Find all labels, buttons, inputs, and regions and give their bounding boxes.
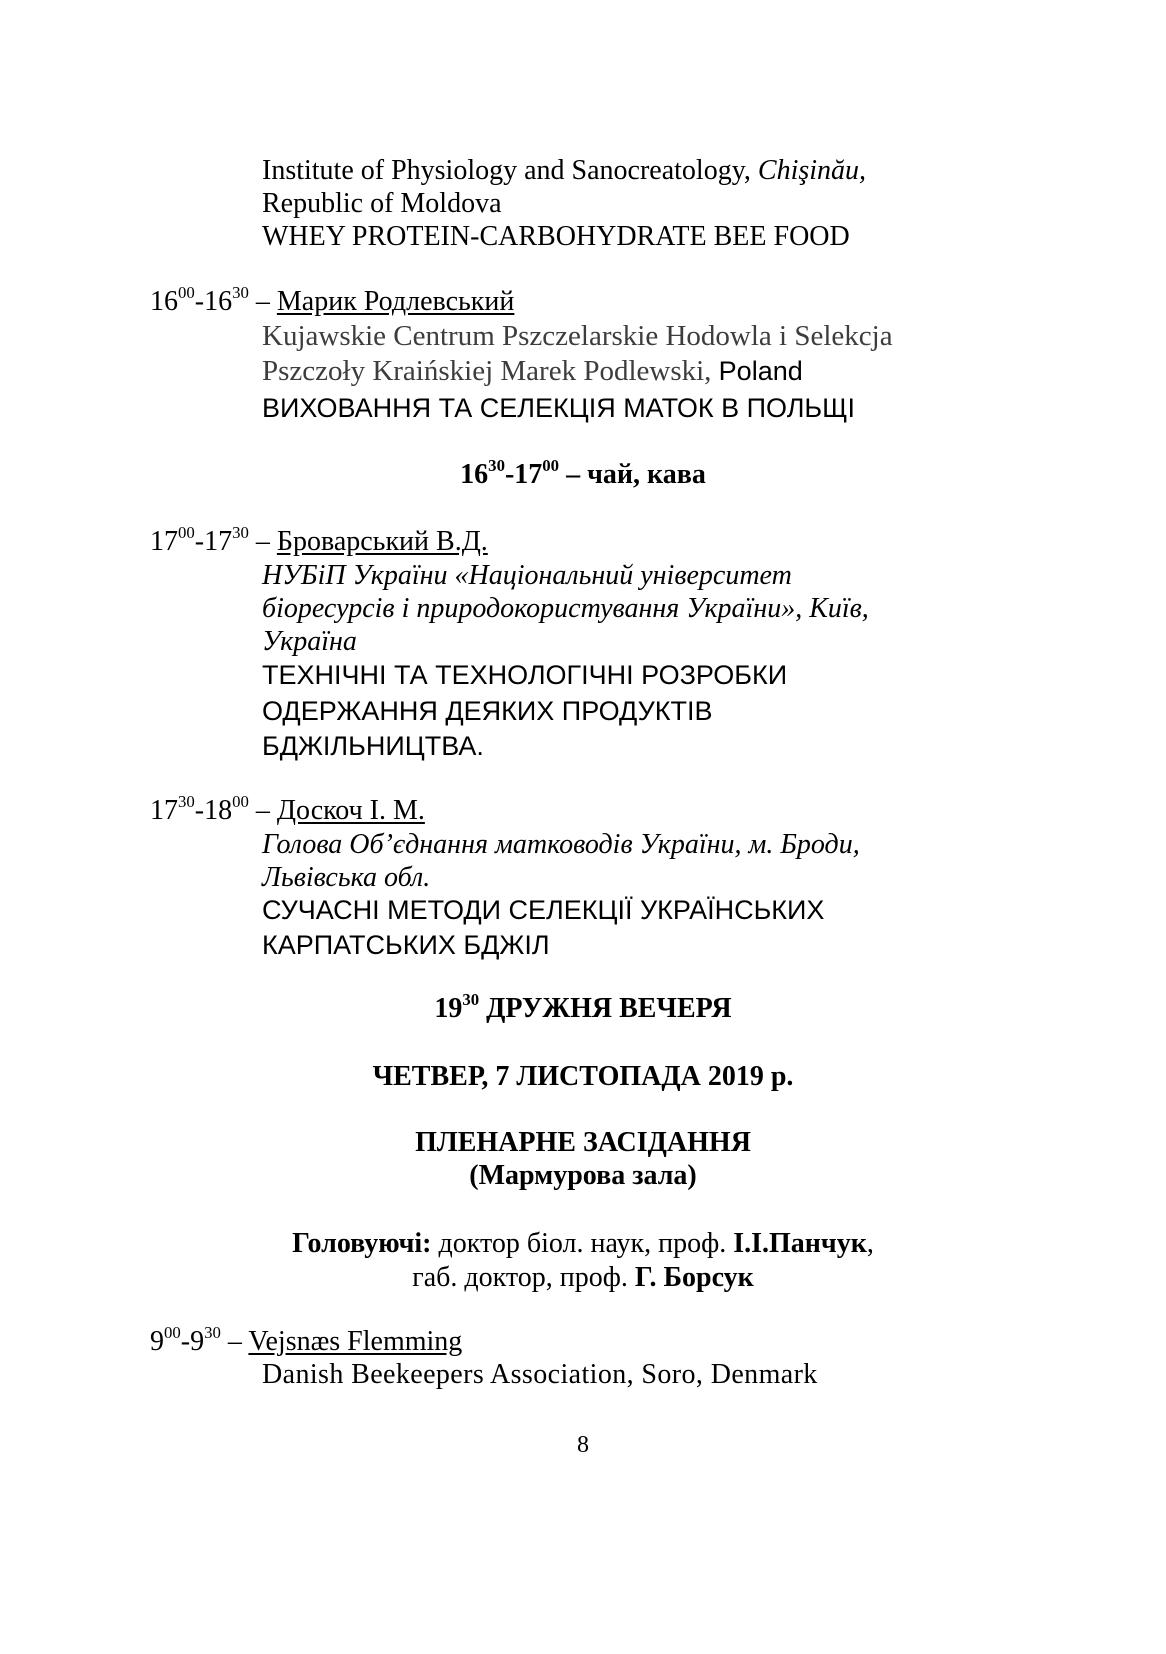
session2-title: ВИХОВАННЯ ТА СЕЛЕКЦІЯ МАТОК В ПОЛЬЩІ (262, 393, 855, 423)
session5-time-speaker: $9^{00}-9^{30}$ – Vejsnæs Flemming (150, 1323, 463, 1357)
session4-time-speaker: $17^{30}-18^{00}$ – Доскоч І. М. (150, 792, 425, 826)
session3-affiliation-line3: Україна (262, 626, 357, 657)
session4-affiliation-line2: Львівська обл. (262, 862, 431, 893)
session1-affiliation-line1: Institute of Physiology and Sanocreatology, Chişinău, (262, 155, 867, 186)
session2-speaker: Марик Родлевський (276, 286, 515, 317)
chairs-line1: Головуючі: доктор біол. наук, проф. І.І.Панчук, (292, 1228, 874, 1259)
session3-title-line1: ТЕХНІЧНІ ТА ТЕХНОЛОГІЧНІ РОЗРОБКИ (262, 660, 788, 690)
plenary-title: ПЛЕНАРНЕ ЗАСІДАННЯ (415, 1127, 751, 1158)
session1-title: WHEY PROTEIN-CARBOHYDRATE BEE FOOD (262, 221, 850, 252)
session2-time-speaker: $16^{00}-16^{30}$ – Марик Родлевський (150, 283, 515, 317)
day-heading: ЧЕТВЕР, 7 ЛИСТОПАДА 2019 р. (372, 1061, 794, 1092)
session5-affiliation: Danish Beekeepers Association, Soro, Denmark (262, 1359, 818, 1390)
session3-speaker: Броварський В.Д. (276, 526, 488, 557)
coffee-break: $16^{30}-17^{00}$ – чай, кава (460, 456, 706, 490)
session3-title-line3: БДЖІЛЬНИЦТВА. (262, 731, 484, 761)
session2-affiliation-line1: Kujawskie Centrum Pszczelarskie Hodowla i Selekcja (262, 320, 893, 352)
session4-speaker: Доскоч І. М. (276, 795, 425, 826)
chairs-line2: габ. доктор, проф. Г. Борсук (412, 1262, 754, 1293)
session3-affiliation-line1: НУБіП України «Національний університет (262, 560, 792, 591)
session5-speaker: Vejsnæs Flemming (248, 1326, 463, 1357)
session4-title-line2: КАРПАТСЬКИХ БДЖІЛ (262, 930, 550, 960)
plenary-venue: (Мармурова зала) (469, 1160, 697, 1191)
session3-affiliation-line2: біоресурсів і природокористування України», Київ, (262, 593, 869, 624)
session2-affiliation-line2: Pszczoły Kraińskiej Marek Podlewski, Poland (262, 355, 803, 387)
page-number: 8 (577, 1432, 589, 1458)
session4-title-line1: СУЧАСНІ МЕТОДИ СЕЛЕКЦІЇ УКРАЇНСЬКИХ (262, 895, 825, 925)
session1-affiliation-line2: Republic of Moldova (262, 188, 502, 219)
session3-title-line2: ОДЕРЖАННЯ ДЕЯКИХ ПРОДУКТІВ (262, 696, 713, 726)
friendly-dinner: $19^{30}$ ДРУЖНЯ ВЕЧЕРЯ (434, 990, 732, 1024)
session3-time-speaker: $17^{00}-17^{30}$ – Броварський В.Д. (150, 523, 488, 557)
session4-affiliation-line1: Голова Об’єднання матководів України, м. Броди, (262, 829, 860, 860)
